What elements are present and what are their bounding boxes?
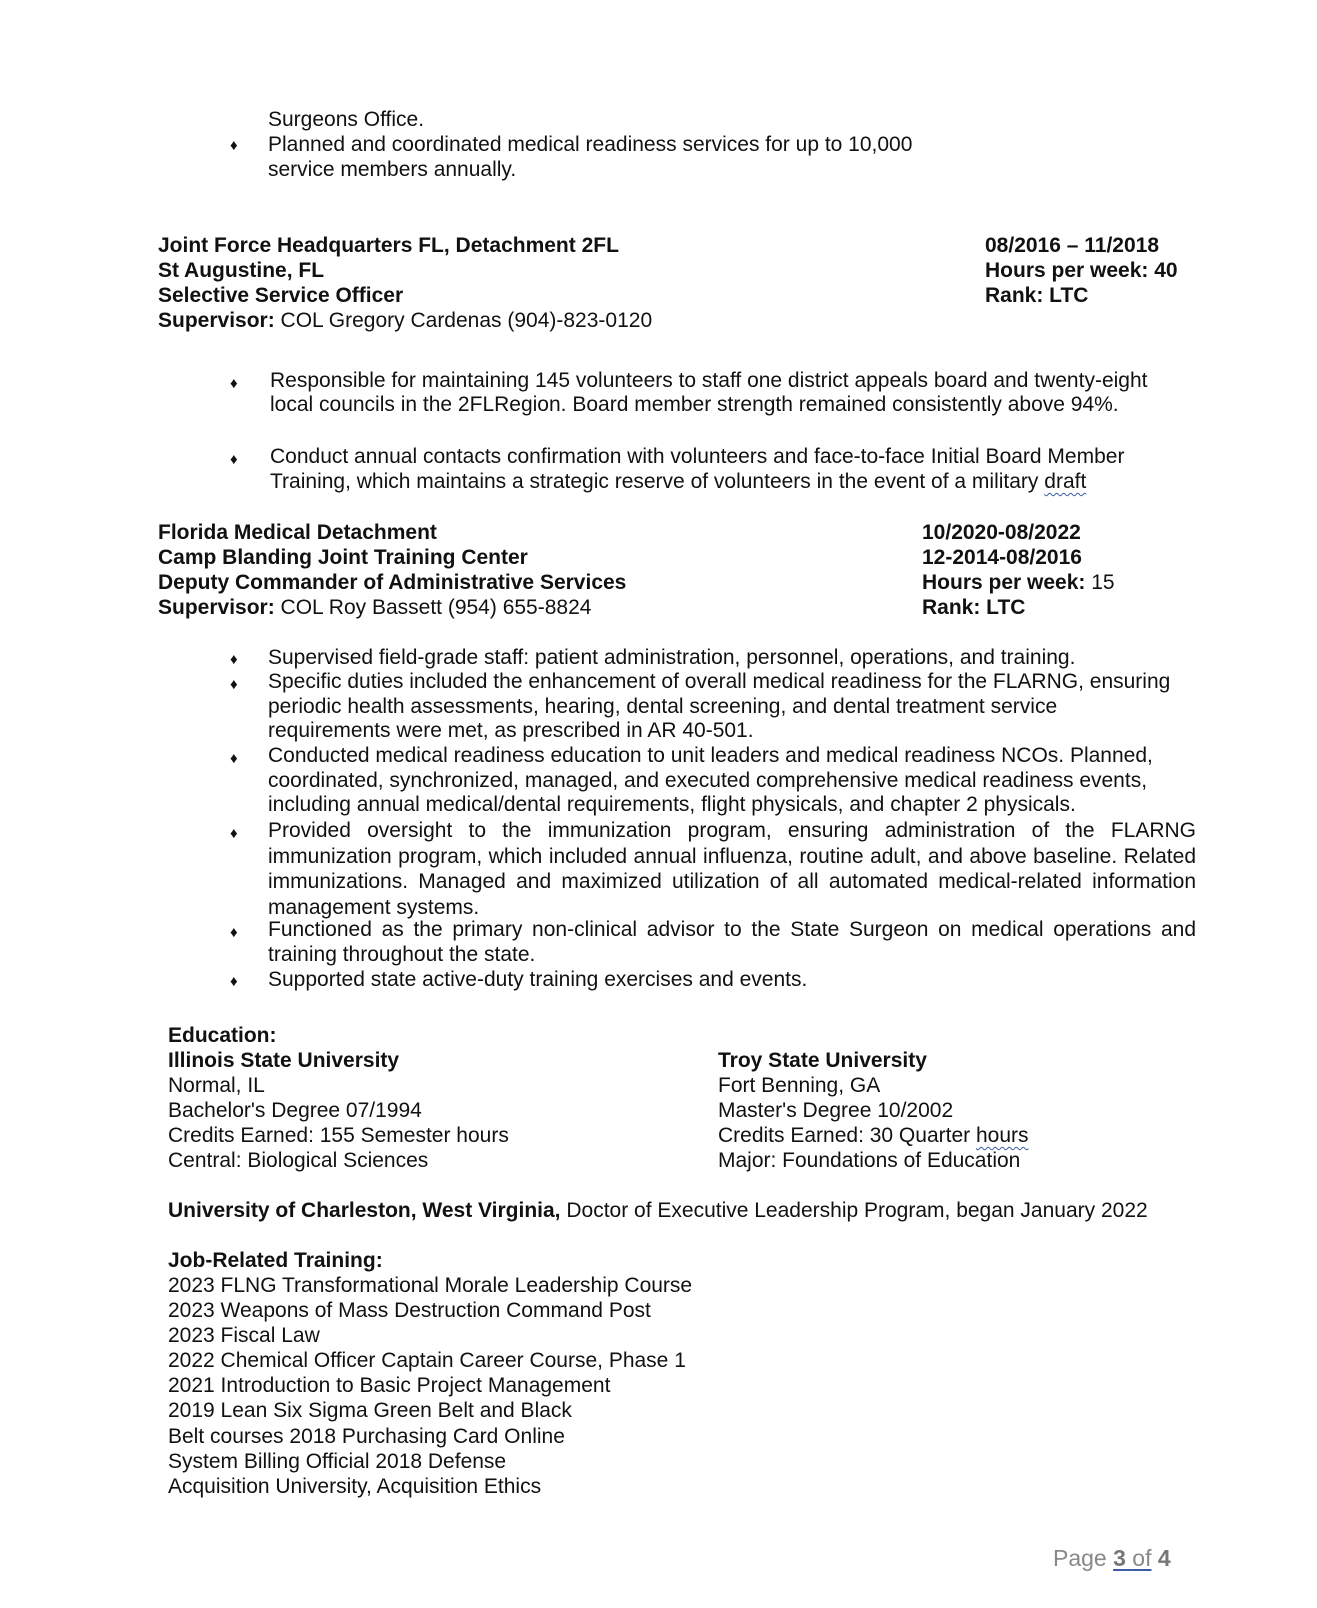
education-heading: Education:: [168, 1024, 277, 1047]
hours-value: 15: [1091, 571, 1115, 594]
school-credits-text: Credits Earned: 30 Quarter: [718, 1124, 971, 1147]
page-current: 3: [1113, 1545, 1126, 1571]
doctorate-name: University of Charleston, West Virginia,: [168, 1199, 561, 1222]
page-word: Page: [1053, 1545, 1107, 1571]
training-item: 2023 FLNG Transformational Morale Leadership Course: [168, 1274, 693, 1297]
job2-dates-2: 12-2014-08/2016: [922, 546, 1082, 569]
bullet-diamond: ♦: [230, 137, 238, 154]
page-total: 4: [1157, 1545, 1171, 1571]
bullet-diamond: ♦: [230, 750, 238, 767]
intro-continuation: Surgeons Office.: [268, 108, 425, 131]
job2-bullet-3: Conducted medical readiness education to unit leaders and medical readiness NCOs. Planned, coordinated, synchronized, managed, and executed comprehensive medical readiness events, including annual medical/dental requirements, flight physicals, and chapter 2 physicals.: [268, 744, 1153, 816]
page-of: of: [1132, 1545, 1152, 1571]
page-number: [1053, 1545, 1171, 1572]
job2-location: Camp Blanding Joint Training Center: [158, 546, 528, 569]
training-item: Acquisition University, Acquisition Ethics: [168, 1474, 542, 1498]
job1-supervisor: [158, 308, 652, 333]
doctorate-line: [168, 1198, 1148, 1223]
bullet-diamond: ♦: [230, 375, 238, 392]
job1-rank: Rank: LTC: [985, 284, 1089, 307]
supervisor-value: COL Roy Bassett (954) 655-8824: [280, 596, 592, 619]
supervisor-label: Supervisor:: [158, 309, 275, 332]
job1-bullet-1: Responsible for maintaining 145 volunteers to staff one district appeals board and twenty-eight local councils in the 2FLRegion. Board member strength remained consistently above 94%.: [270, 369, 1148, 416]
bullet-diamond: ♦: [230, 825, 238, 842]
bullet-diamond: ♦: [230, 924, 238, 941]
job2-rank: Rank: LTC: [922, 596, 1026, 619]
job2-hours: [922, 570, 1115, 595]
school-location: Normal, IL: [168, 1074, 265, 1097]
training-heading: Job-Related Training:: [168, 1249, 383, 1272]
supervisor-label: Supervisor:: [158, 596, 275, 619]
job2-bullet-5: Functioned as the primary non-clinical advisor to the State Surgeon on medical operations and training throughout the state.: [268, 918, 1196, 966]
job1-dates: 08/2016 – 11/2018: [985, 234, 1160, 257]
school-major: Central: Biological Sciences: [168, 1149, 429, 1172]
training-item: 2023 Weapons of Mass Destruction Command Post: [168, 1299, 651, 1323]
bullet-diamond: ♦: [230, 676, 238, 693]
job2-bullet-6: Supported state active-duty training exercises and events.: [268, 968, 808, 991]
training-item: 2019 Lean Six Sigma Green Belt and Black: [168, 1399, 572, 1423]
job1-hours: Hours per week: 40: [985, 259, 1178, 282]
school-credits: Credits Earned: 155 Semester hours: [168, 1124, 509, 1147]
job2-dates-1: 10/2020-08/2022: [922, 521, 1081, 544]
job1-org: Joint Force Headquarters FL, Detachment 2FL: [158, 234, 619, 257]
job2-org: Florida Medical Detachment: [158, 521, 437, 544]
bullet-diamond: ♦: [230, 651, 238, 668]
training-item: Belt courses 2018 Purchasing Card Online: [168, 1424, 565, 1448]
school-location: Fort Benning, GA: [718, 1074, 881, 1097]
supervisor-value: COL Gregory Cardenas (904)-823-0120: [280, 309, 653, 332]
job1-bullet-2: [270, 444, 1170, 494]
school-degree: Bachelor's Degree 07/1994: [168, 1099, 422, 1122]
job2-supervisor: [158, 595, 591, 620]
doctorate-detail: Doctor of Executive Leadership Program, began January 2022: [566, 1199, 1148, 1222]
training-item: 2021 Introduction to Basic Project Management: [168, 1374, 611, 1398]
bullet-diamond: ♦: [230, 973, 238, 990]
school-name: Illinois State University: [168, 1049, 400, 1072]
training-list: [168, 1273, 692, 1499]
job2-bullet-1: Supervised field-grade staff: patient administration, personnel, operations, and training.: [268, 646, 1076, 669]
job2-bullet-2: Specific duties included the enhancement of overall medical readiness for the FLARNG, ensuring periodic health assessments, hearing, dental screening, and dental treatment service requirements were met, as prescribed in AR 40-501.: [268, 670, 1171, 742]
job2-title: Deputy Commander of Administrative Services: [158, 571, 627, 594]
job1-bullet-2-text: Conduct annual contacts confirmation with volunteers and face-to-face Initial Board Member Training, which maintains a strategic reserve of volunteers in the event of a military: [270, 445, 1125, 493]
intro-bullet-line2: service members annually.: [268, 158, 517, 181]
school-name: Troy State University: [718, 1049, 927, 1072]
training-item: 2023 Fiscal Law: [168, 1324, 320, 1348]
hours-label: Hours per week:: [922, 571, 1086, 594]
spelling-flag: hours: [975, 1124, 1029, 1147]
school-degree: Master's Degree 10/2002: [718, 1099, 954, 1122]
school-credits: [718, 1123, 1029, 1148]
training-item: 2022 Chemical Officer Captain Career Course, Phase 1: [168, 1349, 686, 1373]
job1-location: St Augustine, FL: [158, 259, 325, 282]
bullet-diamond: ♦: [230, 451, 238, 468]
intro-bullet-line1: Planned and coordinated medical readiness services for up to 10,000: [268, 133, 913, 156]
job1-title: Selective Service Officer: [158, 284, 404, 307]
training-item: System Billing Official 2018 Defense: [168, 1449, 507, 1473]
spelling-flag: draft: [1044, 470, 1087, 493]
job2-bullet-4: Provided oversight to the immunization program, ensuring administration of the FLARNG immunization program, which included annual influenza, routine adult, and above baseline. Related immunizations. Managed and maximized utilization of all automated medical-related information management systems.: [268, 819, 1196, 919]
school-major: Major: Foundations of Education: [718, 1149, 1021, 1172]
